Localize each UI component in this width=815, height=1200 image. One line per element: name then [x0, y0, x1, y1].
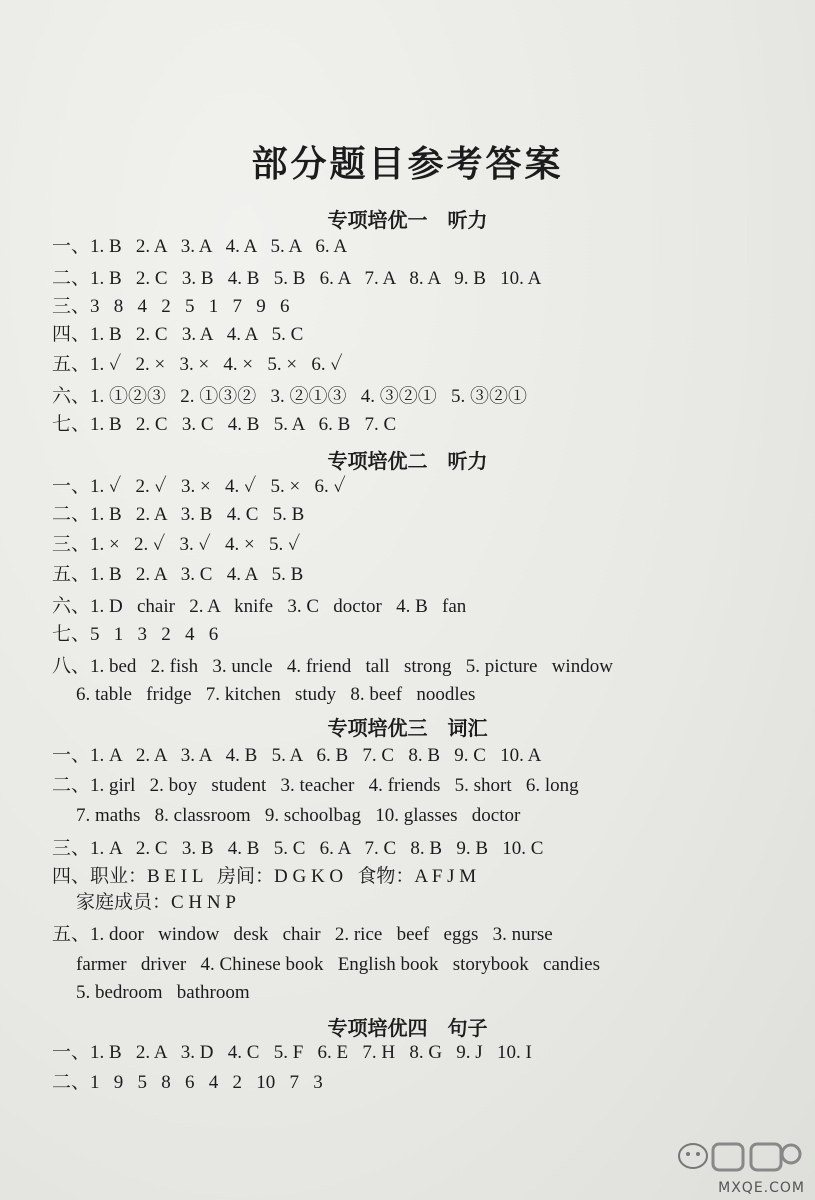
answer-line: 七、5 1 3 2 4 6 [52, 624, 219, 645]
section-heading-2: 专项培优二 听力 [327, 449, 488, 473]
answer-line: 六、1. ①②③ 2. ①③② 3. ②①③ 4. ③②① 5. ③②① [52, 386, 528, 407]
answer-line: farmer driver 4. Chinese book English book storybook candies [76, 954, 600, 975]
answer-line: 一、1. B 2. A 3. D 4. C 5. F 6. E 7. H 8. G 9. J 10. I [52, 1042, 532, 1063]
page-title: 部分题目参考答案 [251, 144, 564, 185]
section-heading-1: 专项培优一 听力 [327, 208, 488, 232]
answer-line: 六、1. D chair 2. A knife 3. C doctor 4. B fan [52, 596, 467, 617]
answer-line: 二、1. B 2. C 3. B 4. B 5. B 6. A 7. A 8. A 9. B 10. A [52, 268, 542, 289]
answer-line: 一、1. ✓ 2. ✓ 3. × 4. ✓ 5. × 6. ✓ [52, 476, 346, 497]
answer-line: 五、1. B 2. A 3. C 4. A 5. B [52, 564, 304, 585]
answer-line: 二、1. B 2. A 3. B 4. C 5. B [52, 504, 305, 525]
answer-line: 五、1. ✓ 2. × 3. × 4. × 5. × 6. ✓ [52, 354, 343, 375]
answer-line: 三、3 8 4 2 5 1 7 9 6 [52, 296, 290, 317]
answer-line: 一、1. A 2. A 3. A 4. B 5. A 6. B 7. C 8. B 9. C 10. A [52, 745, 542, 766]
answer-line: 二、1. girl 2. boy student 3. teacher 4. friends 5. short 6. long [52, 775, 579, 796]
watermark-text: MXQE.COM [718, 1180, 805, 1196]
answer-line: 三、1. A 2. C 3. B 4. B 5. C 6. A 7. C 8. B 9. B 10. C [52, 838, 544, 859]
answer-line: 一、1. B 2. A 3. A 4. A 5. A 6. A [52, 236, 348, 257]
answer-line: 6. table fridge 7. kitchen study 8. beef noodles [76, 684, 476, 705]
answer-line: 七、1. B 2. C 3. C 4. B 5. A 6. B 7. C [52, 414, 397, 435]
answer-line: 八、1. bed 2. fish 3. uncle 4. friend tall strong 5. picture window [52, 656, 613, 677]
answer-line: 四、职业：B E I L 房间：D G K O 食物：A F J M [52, 866, 477, 887]
answer-line: 二、1 9 5 8 6 4 2 10 7 3 [52, 1072, 323, 1093]
section-heading-4: 专项培优四 句子 [327, 1016, 488, 1040]
section-heading-3: 专项培优三 词汇 [327, 716, 488, 740]
answer-line: 家庭成员：C H N P [76, 892, 236, 913]
answer-line: 7. maths 8. classroom 9. schoolbag 10. glasses doctor [76, 805, 521, 826]
answer-line: 五、1. door window desk chair 2. rice beef eggs 3. nurse [52, 924, 553, 945]
answer-line: 三、1. × 2. ✓ 3. ✓ 4. × 5. ✓ [52, 534, 301, 555]
answer-line: 5. bedroom bathroom [76, 982, 250, 1003]
answer-line: 四、1. B 2. C 3. A 4. A 5. C [52, 324, 304, 345]
